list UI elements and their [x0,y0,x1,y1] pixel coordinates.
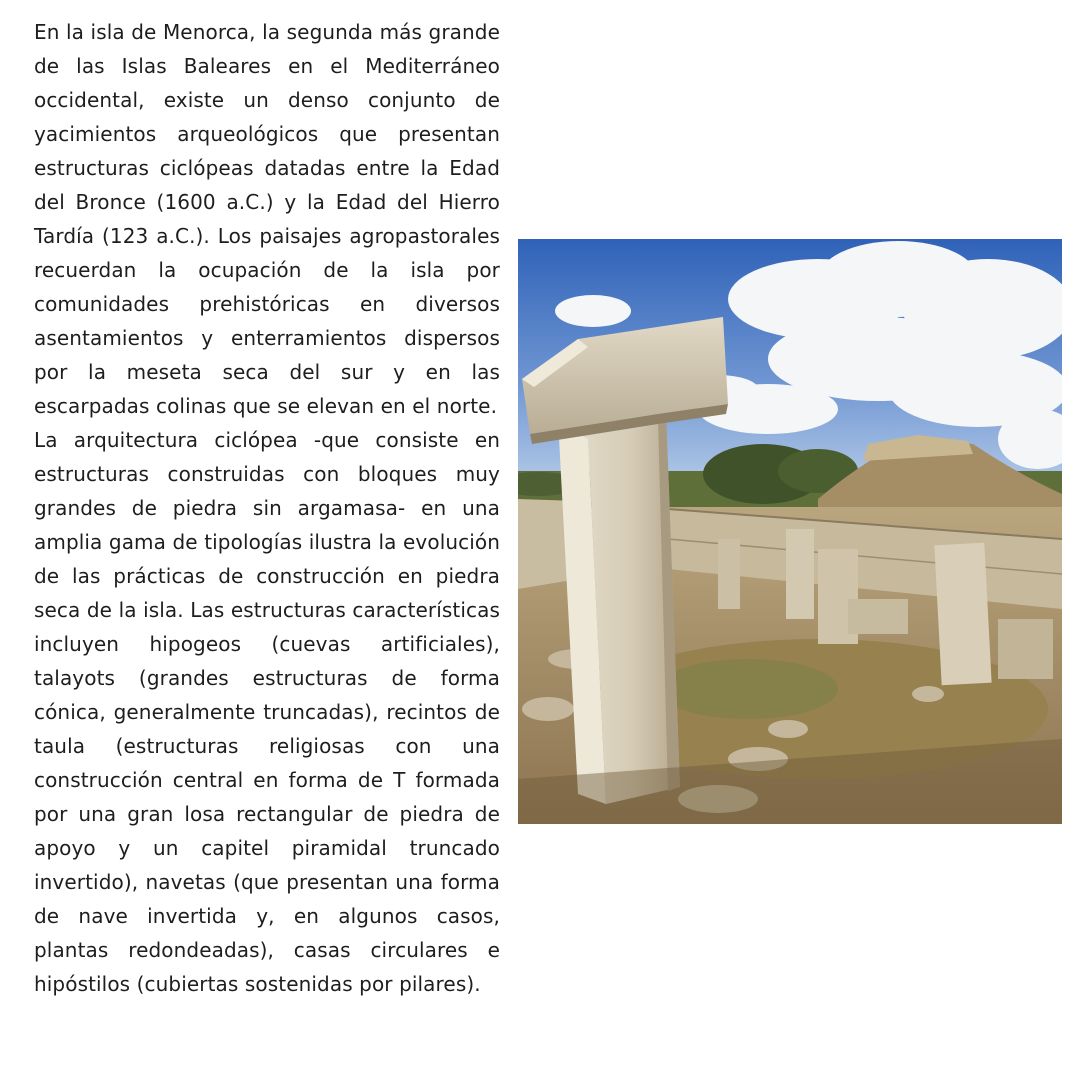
paragraph-menorca-intro: En la isla de Menorca, la segunda más grande de las Islas Baleares en el Mediterráneo occidental, existe un denso conjunto de yacimientos arqueológicos que presentan estructuras ciclópeas datadas entre la Edad del Bronce (1600 a.C.) y la Edad del Hierro Tardía (123 a.C.). Los paisajes agropastorales recuerdan la ocupación de la isla por comunidades prehistóricas en diversos asentamientos y enterramientos dispersos por la meseta seca del sur y en las escarpadas colinas que se elevan en el norte. [34,20,500,418]
taula-photo-illustration [518,239,1062,824]
paragraph-cyclopean-architecture: La arquitectura ciclópea -que consiste en estructuras construidas con bloques muy grandes de piedra sin argamasa- en una amplia gama de tipologías ilustra la evolución de las prácticas de construcción en piedra seca de la isla. Las estructuras características incluyen hipogeos (cuevas artificiales), talayots (grandes estructuras de forma cónica, generalmente truncadas), recintos de taula (estructuras religiosas con una construcción central en forma de T formada por una gran losa rectangular de piedra de apoyo y un capitel piramidal truncado invertido), navetas (que presentan una forma de nave invertida y, en algunos casos, plantas redondeadas), casas circulares e hipóstilos (cubiertas sostenidas por pilares). [34,428,500,996]
article-text [34,15,500,1001]
moss-patch [658,659,838,719]
taula-photo [518,239,1062,824]
